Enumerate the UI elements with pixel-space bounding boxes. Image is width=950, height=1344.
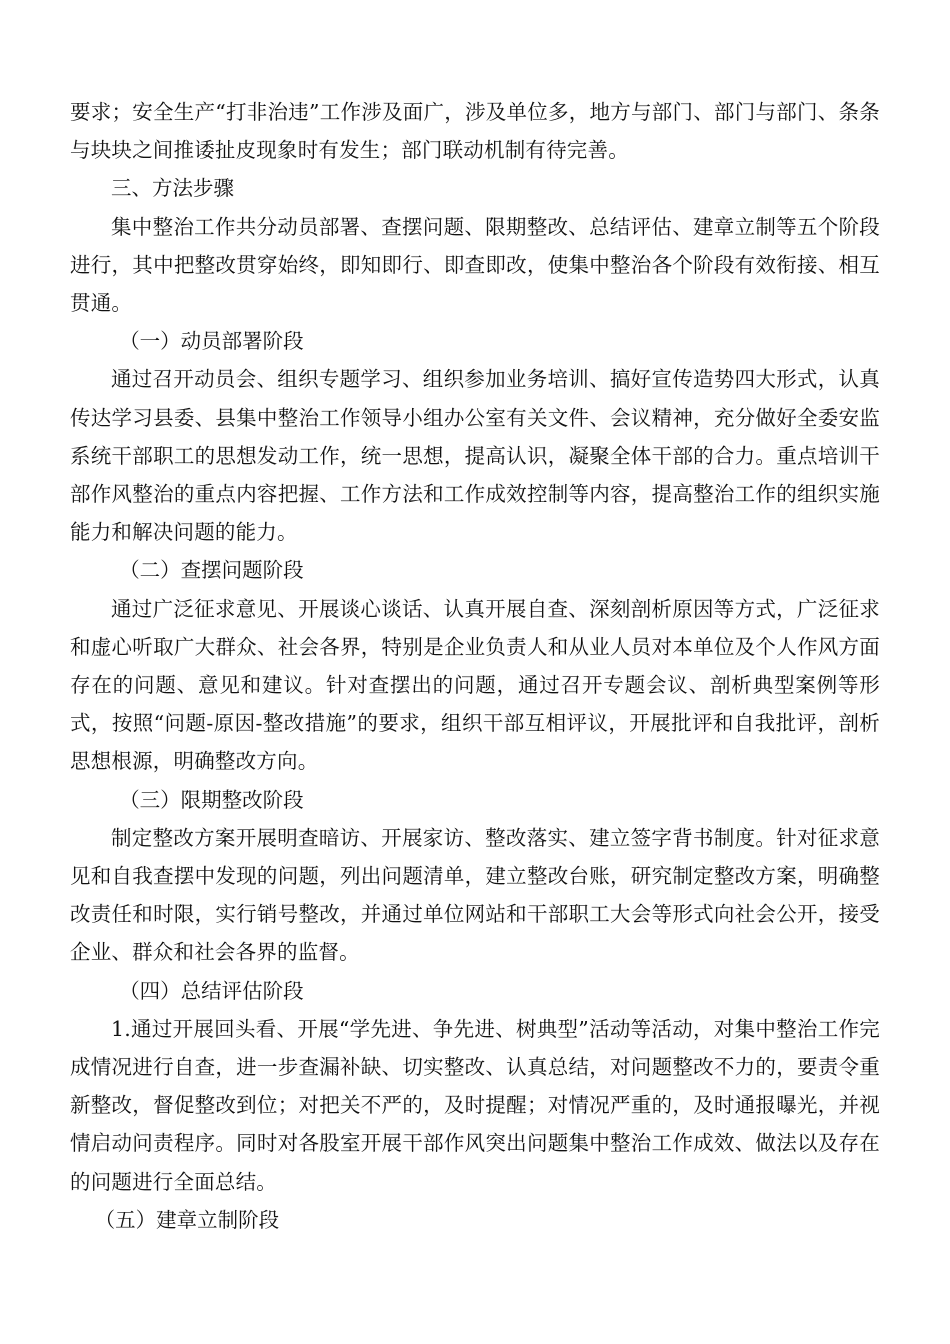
subheading-stage-5-institution-building: （五）建章立制阶段 bbox=[94, 1207, 280, 1232]
paragraph-stage-1-body: 通过召开动员会、组织专题学习、组织参加业务培训、搞好宣传造势四大形式，认真传达学习县委、县集中整治工作领导小组办公室有关文件、会议精神，充分做好全委安监系统干部职工的思想发动工作，统一思想，提高认识，凝聚全体干部的合力。重点培训干部作风整治的重点内容把握、工作方法和工作成效控制等内容，提高整治工作的组织实施能力和解决问题的能力。 bbox=[70, 367, 880, 545]
section-heading-methods-steps: 三、方法步骤 bbox=[111, 176, 234, 201]
subheading-stage-4-evaluation: （四）总结评估阶段 bbox=[119, 978, 304, 1003]
paragraph-stage-3-body: 制定整改方案开展明查暗访、开展家访、整改落实、建立签字背书制度。针对征求意见和自我查摆中发现的问题，列出问题清单，建立整改台账，研究制定整改方案，明确整改责任和时限，实行销号整改，并通过单位网站和干部职工大会等形式向社会公开，接受企业、群众和社会各界的监督。 bbox=[70, 825, 880, 965]
paragraph-stage-4-body: 1.通过开展回头看、开展“学先进、争先进、树典型”活动等活动，对集中整治工作完成情况进行自查，进一步查漏补缺、切实整改、认真总结，对问题整改不力的，要责令重新整改，督促整改到位；对把关不严的，及时提醒；对情况严重的，及时通报曝光，并视情启动问责程序。同时对各股室开展干部作风突出问题集中整治工作成效、做法以及存在的问题进行全面总结。 bbox=[70, 1016, 880, 1194]
paragraph-stages-overview: 集中整治工作共分动员部署、查摆问题、限期整改、总结评估、建章立制等五个阶段进行，其中把整改贯穿始终，即知即行、即查即改，使集中整治各个阶段有效衔接、相互贯通。 bbox=[70, 214, 880, 316]
paragraph-problems-continuation: 要求；安全生产“打非治违”工作涉及面广，涉及单位多，地方与部门、部门与部门、条条与块块之间推诿扯皮现象时有发生；部门联动机制有待完善。 bbox=[70, 100, 880, 163]
subheading-stage-1-mobilization: （一）动员部署阶段 bbox=[119, 329, 304, 354]
paragraph-stage-2-body: 通过广泛征求意见、开展谈心谈话、认真开展自查、深刻剖析原因等方式，广泛征求和虚心听取广大群众、社会各界，特别是企业负责人和从业人员对本单位及个人作风方面存在的问题、意见和建议。针对查摆出的问题，通过召开专题会议、剖析典型案例等形式，按照“问题-原因-整改措施”的要求，组织干部互相评议，开展批评和自我批评，剖析思想根源，明确整改方向。 bbox=[70, 596, 880, 774]
subheading-stage-2-problem-finding: （二）查摆问题阶段 bbox=[119, 558, 304, 583]
subheading-stage-3-rectification: （三）限期整改阶段 bbox=[119, 787, 304, 812]
